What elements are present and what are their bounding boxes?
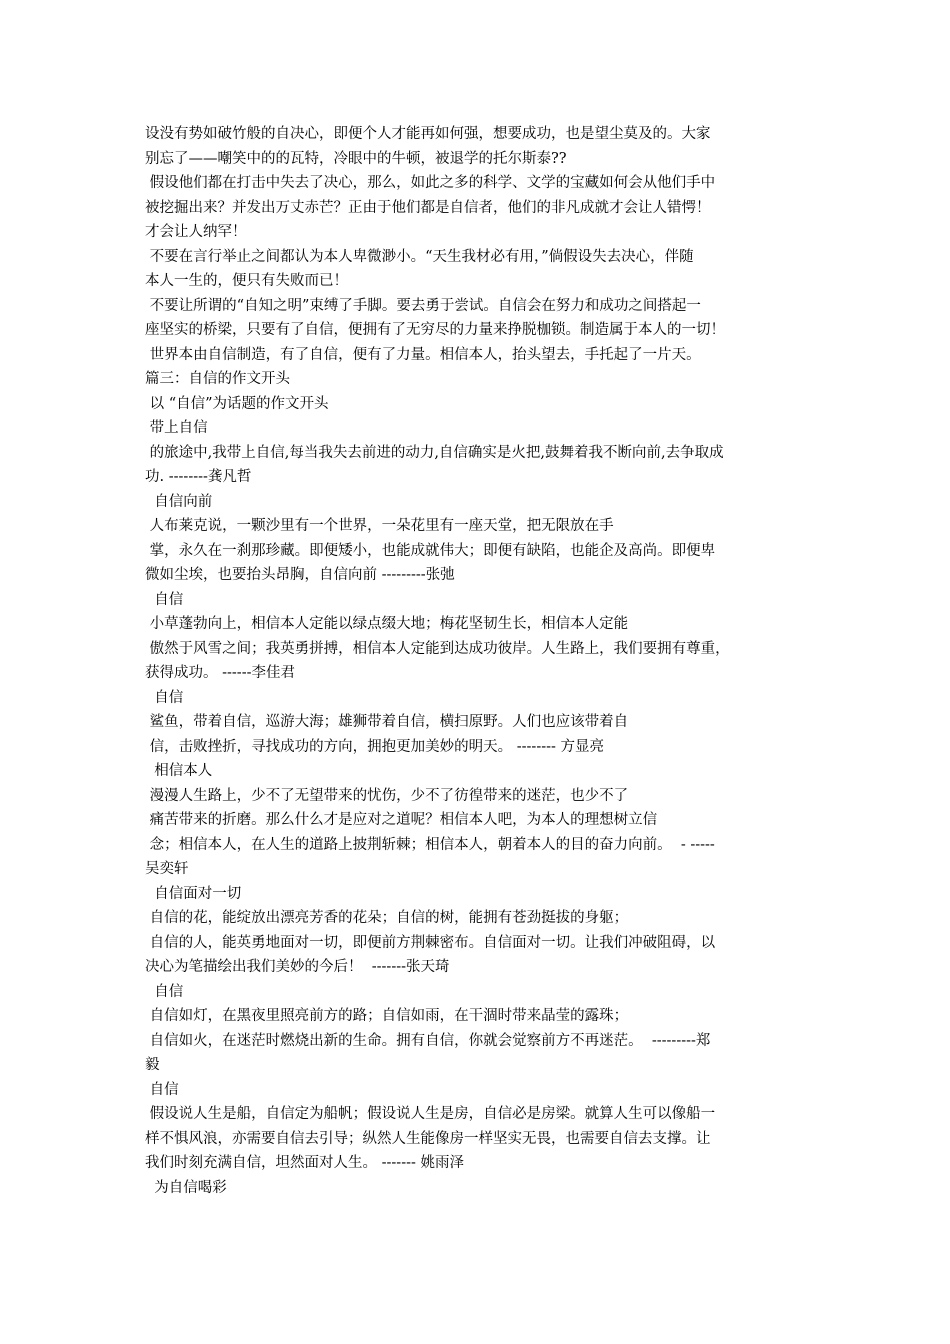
document-body [145,122,815,1200]
text-line: 漫漫人生路上，少不了无望带来的忧伤，少不了彷徨带来的迷茫，也少不了 [145,787,629,804]
text-line: 座坚实的桥梁，只要有了自信，便拥有了无穷尽的力量来挣脱枷锁。制造属于本人的一切！ [145,322,725,338]
text-line: 以 “自信”为话题的作文开头 [145,395,329,412]
text-line: 人布莱克说，一颗沙里有一个世界，一朵花里有一座天堂，把无限放在手 [145,518,614,534]
text-line: 世界本由自信制造，有了自信，便有了力量。相信本人，抬头望去，手托起了一片天。 [145,346,701,363]
text-line: 假设他们都在打击中失去了决心，那么，如此之多的科学、文学的宝藏如何会从他们手中 [145,175,716,191]
text-line: 不要在言行举止之间都认为本人卑微渺小。“天生我材必有用，”倘假设失去决心，伴随 [145,248,694,265]
text-line: 信，击败挫折，寻找成功的方向，拥抱更加美妙的明天。 -------- 方显亮 [145,738,605,755]
text-line: 自信如灯，在黑夜里照亮前方的路；自信如雨，在干涸时带来晶莹的露珠； [145,1008,629,1024]
text-line: 假设说人生是船，自信定为船帆；假设说人生是房，自信必是房梁。就算人生可以像船一 [145,1106,716,1122]
essay-title: 自信向前 [145,493,213,510]
text-line: 别忘了——嘲笑中的的瓦特，冷眼中的牛顿，被退学的托尔斯泰?? [145,150,567,167]
text-line: 的旅途中,我带上自信,每当我失去前进的动力,自信确实是火把,鼓舞着我不断向前,去争取成 [145,444,724,461]
text-line: 样不惧风浪，亦需要自信去引导；纵然人生能像房一样坚实无畏，也需要自信去支撑。让 [145,1130,711,1147]
text-line: 自信的花，能绽放出漂亮芳香的花朵；自信的树，能拥有苍劲挺拔的身躯； [145,910,629,926]
essay-title: 为自信喝彩 [145,1179,227,1196]
text-line: 傲然于风雪之间；我英勇拼搏，相信本人定能到达成功彼岸。人生路上，我们要拥有尊重， [145,640,730,657]
essay-title: 自信 [145,689,184,706]
text-line: 不要让所谓的“自知之明”束缚了手脚。要去勇于尝试。自信会在努力和成功之间搭起一 [145,297,701,314]
text-line: 获得成功。 ------李佳君 [145,665,296,681]
text-line: 毅 [145,1057,160,1073]
section-heading: 篇三：自信的作文开头 [145,371,290,387]
text-line: 才会让人纳罕！ [145,224,247,240]
text-line: 本人一生的，便只有失败而已！ [145,273,348,289]
text-line: 我们时刻充满自信，坦然面对人生。 ------- 姚雨泽 [145,1155,465,1171]
text-line: 自信的人，能英勇地面对一切，即便前方荆棘密布。自信面对一切。让我们冲破阻碍，以 [145,934,716,951]
text-line: 设没有势如破竹般的自决心，即便个人才能再如何强，想要成功，也是望尘莫及的。大家 [145,126,711,142]
essay-title: 相信本人 [145,763,213,779]
essay-title: 带上自信 [145,420,208,436]
text-line: 小草蓬勃向上，相信本人定能以绿点缀大地；梅花坚韧生长，相信本人定能 [145,616,629,632]
essay-title: 自信 [145,1081,179,1098]
essay-title: 自信 [145,983,184,1000]
text-line: 鲨鱼，带着自信，巡游大海；雄狮带着自信，横扫原野。人们也应该带着自 [145,714,629,730]
essay-title: 自信面对一切 [145,885,242,902]
text-line: 自信如火，在迷茫时燃烧出新的生命。拥有自信，你就会觉察前方不再迷茫。 ---------郑 [145,1032,711,1049]
text-line: 决心为笔描绘出我们美妙的今后！ -------张天琦 [145,959,450,975]
text-line: 微如尘埃，也要抬头昂胸，自信向前 ---------张弛 [145,567,455,583]
text-line: 掌，永久在一刹那珍藏。即便矮小，也能成就伟大；即便有缺陷，也能企及高尚。即便卑 [145,542,716,559]
text-line: 痛苦带来的折磨。那么什么才是应对之道呢？相信本人吧，为本人的理想树立信 [145,812,658,828]
essay-title: 自信 [145,591,184,608]
text-line: 吴奕轩 [145,861,189,877]
text-line: 功. --------龚凡哲 [145,469,252,485]
text-line: 被挖掘出来？并发出万丈赤芒？正由于他们都是自信者，他们的非凡成就才会让人错愕！ [145,199,711,216]
text-line: 念；相信本人，在人生的道路上披荆斩棘；相信本人，朝着本人的目的奋力向前。 - ----- [145,836,715,853]
